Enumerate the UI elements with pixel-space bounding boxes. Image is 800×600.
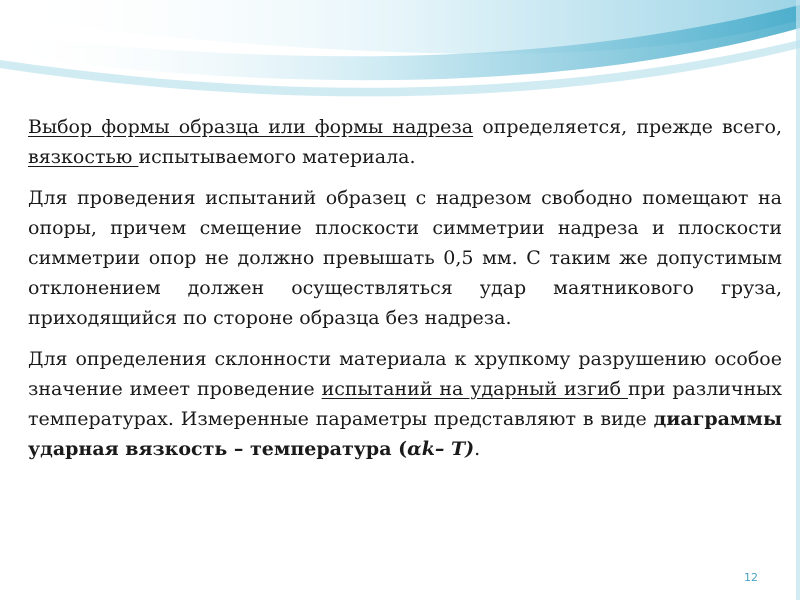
paragraph-brittleness bbox=[28, 344, 782, 464]
text-span: определяется, прежде всего, bbox=[473, 116, 782, 138]
bold-italic-formula: αk– T) bbox=[407, 438, 475, 460]
underlined-term-toughness: вязкостью bbox=[28, 146, 139, 168]
paragraph-sample-shape bbox=[28, 112, 782, 172]
underlined-phrase: Выбор формы образца или формы надреза bbox=[28, 116, 474, 138]
text-span: при различных температурах. Измеренные параметры представляют в виде bbox=[28, 378, 782, 430]
text-span: испытываемого материала. bbox=[138, 146, 416, 168]
decorative-waves bbox=[0, 0, 800, 110]
text-span: Для определения склонности материала к хрупкому разрушению особое значение имеет проведение bbox=[28, 348, 782, 400]
underlined-impact-test: испытаний на ударный изгиб bbox=[321, 378, 628, 400]
paragraph-test-procedure: Для проведения испытаний образец с надрезом свободно помещают на опоры, причем смещение плоскости симметрии надреза и плоскости симметрии опор не должно превышать 0,5 мм. С таким же допустимым отклонением должен осуществляться удар маятникового груза, приходящийся по стороне образца без надреза. bbox=[28, 187, 782, 329]
bold-diagram-phrase: диаграммы ударная вязкость – температура ( bbox=[28, 408, 782, 460]
decorative-edge bbox=[784, 0, 800, 600]
page-number: 12 bbox=[744, 571, 758, 584]
slide-body bbox=[28, 112, 782, 475]
text-span: . bbox=[474, 438, 481, 460]
